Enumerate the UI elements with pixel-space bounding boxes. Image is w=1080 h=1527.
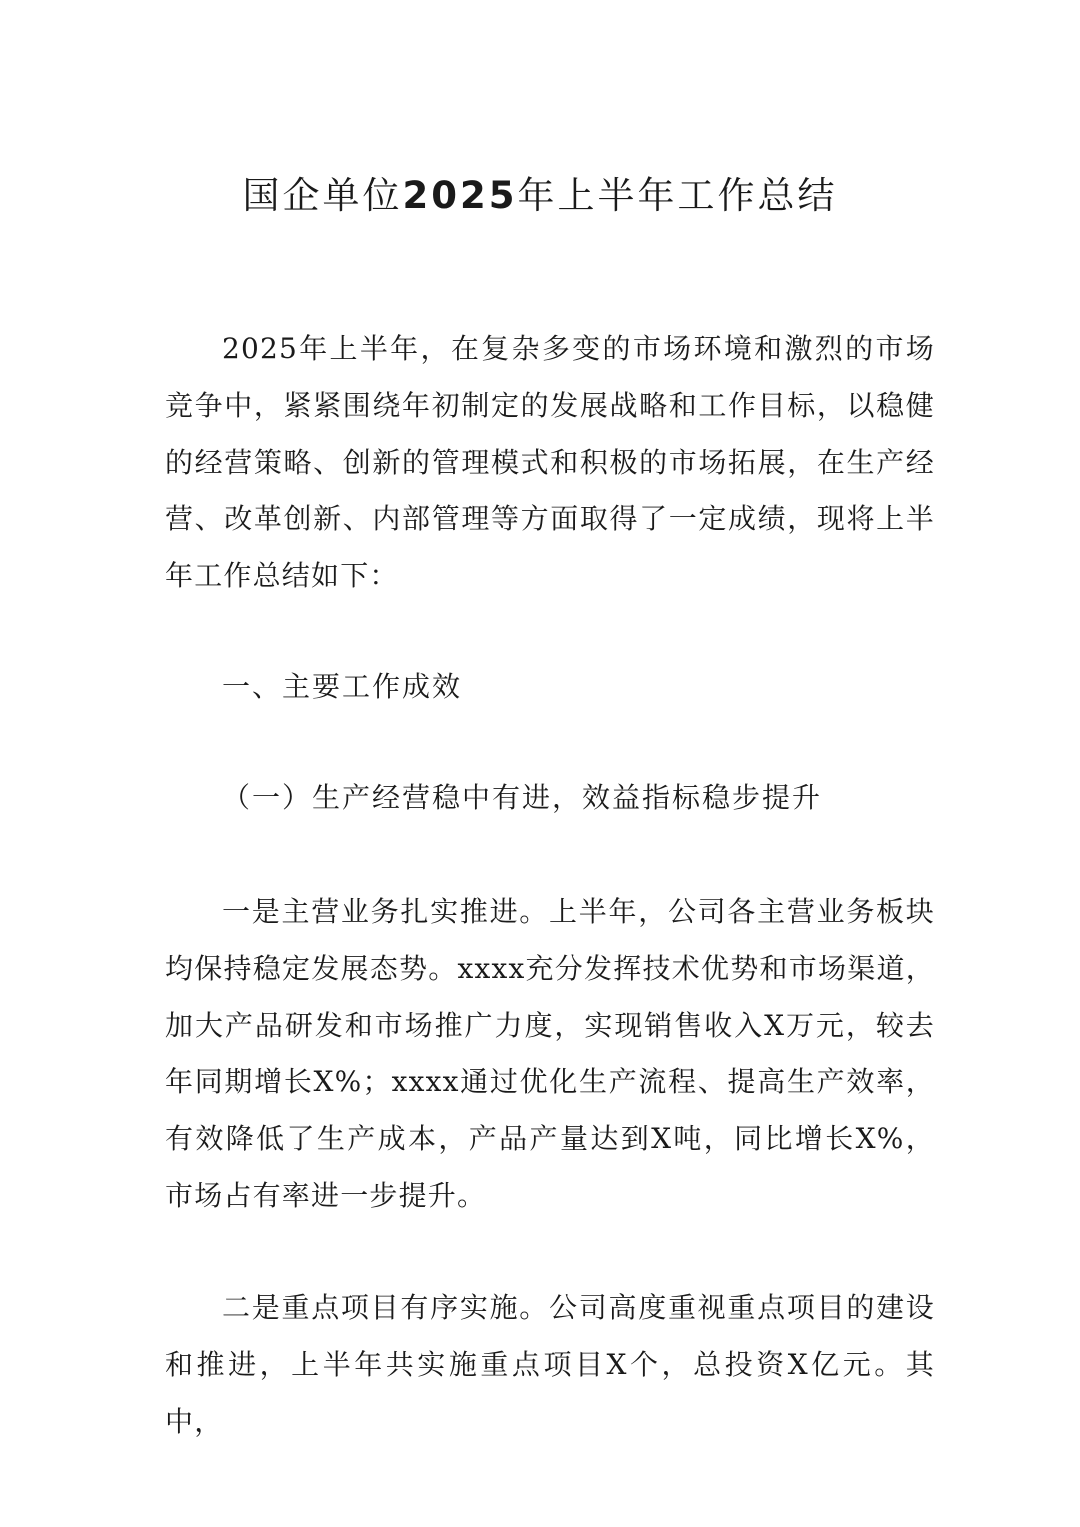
title-prefix: 国企单位 [242, 174, 403, 217]
title-suffix: 年上半年工作总结 [517, 174, 838, 217]
paragraph-main-business: 一是主营业务扎实推进。上半年，公司各主营业务板块均保持稳定发展态势。xxxx充分发挥技术优势和市场渠道，加大产品研发和市场推广力度，实现销售收入X万元，较去年同期增长X%；xxxx通过优化生产流程、提高生产效率，有效降低了生产成本，产品产量达到X吨，同比增长X%，市场占有率进一步提升。 [165, 895, 935, 1212]
document-title [0, 168, 1080, 224]
intro-paragraph: 2025年上半年，在复杂多变的市场环境和激烈的市场竞争中，紧紧围绕年初制定的发展战略和工作目标，以稳健的经营策略、创新的管理模式和积极的市场拓展，在生产经营、改革创新、内部管理等方面取得了一定成绩，现将上半年工作总结如下： [165, 332, 935, 593]
section-heading-main-achievements: 一、主要工作成效 [222, 670, 463, 703]
subsection-heading-production: （一）生产经营稳中有进，效益指标稳步提升 [222, 781, 823, 814]
paragraph-key-projects: 二是重点项目有序实施。公司高度重视重点项目的建设和推进，上半年共实施重点项目X个，总投资X亿元。其中， [165, 1291, 935, 1438]
title-year: 2025 [402, 174, 518, 217]
